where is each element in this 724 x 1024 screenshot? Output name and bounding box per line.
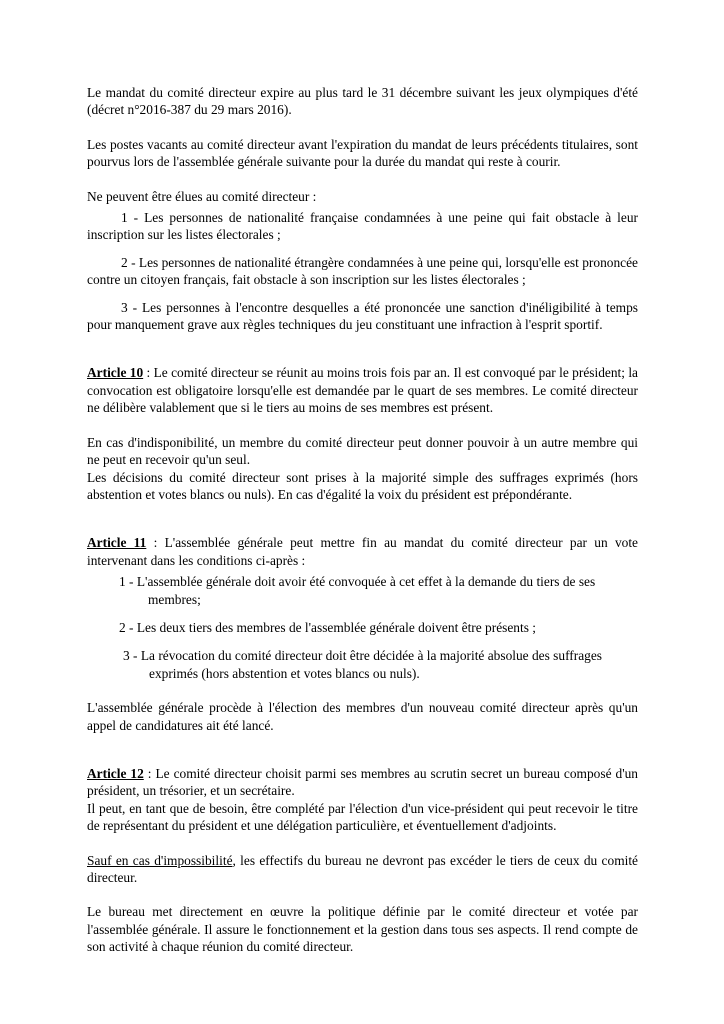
list-item: 2 - Les personnes de nationalité étrangère condamnées à une peine qui, lorsqu'elle est prononcée contre un citoyen français, fait obstacle à son inscription sur les listes électorales ; bbox=[87, 254, 638, 288]
article-10-proxy: En cas d'indisponibilité, un membre du comité directeur peut donner pouvoir à un autre membre qui ne peut en recevoir qu'un seul. bbox=[87, 434, 638, 468]
paragraph-vacant-posts: Les postes vacants au comité directeur avant l'expiration du mandat de leurs précédents titulaires, sont pourvus lors de l'assemblée générale suivante pour la durée du mandat qui reste à courir. bbox=[87, 136, 638, 170]
paragraph-mandate-expiry: Le mandat du comité directeur expire au plus tard le 31 décembre suivant les jeux olympiques d'été (décret n°2016-387 du 29 mars 2016). bbox=[87, 85, 638, 118]
article-10-text: : Le comité directeur se réunit au moins trois fois par an. Il est convoqué par le président; la convocation est obligatoire lorsqu'elle est demandée par le quart de ses membres. Le comité directeur ne délibère valablement que si le tiers au moins de ses membres est présent. bbox=[87, 365, 638, 416]
article-11-title: Article 11 bbox=[87, 535, 147, 551]
article-12-bureau-size bbox=[87, 852, 638, 887]
article-12-paragraph bbox=[87, 765, 638, 800]
article-11-paragraph bbox=[87, 534, 638, 569]
underlined-phrase: Sauf en cas d'impossibilité bbox=[87, 852, 233, 868]
list-item: 1 - Les personnes de nationalité française condamnées à une peine qui fait obstacle à leur inscription sur les listes électorales ; bbox=[87, 210, 638, 243]
paragraph-ineligible-intro: Ne peuvent être élues au comité directeur : bbox=[87, 188, 317, 204]
list-item: 2 - Les deux tiers des membres de l'assemblée générale doivent être présents ; bbox=[119, 619, 536, 635]
article-10-decisions: Les décisions du comité directeur sont prises à la majorité simple des suffrages exprimés (hors abstention et votes blancs ou nuls). En cas d'égalité la voix du président est prépondérante. bbox=[87, 469, 638, 502]
article-11-text: : L'assemblée générale peut mettre fin au mandat du comité directeur par un vote intervenant dans les conditions ci-après : bbox=[87, 535, 638, 568]
article-12-title: Article 12 bbox=[87, 765, 144, 781]
list-item: 3 - Les personnes à l'encontre desquelles a été prononcée une sanction d'inéligibilité à temps pour manquement grave aux règles techniques du jeu constituant une infraction à l'esprit sportif. bbox=[87, 299, 638, 333]
article-12-text: : Le comité directeur choisit parmi ses membres au scrutin secret un bureau composé d'un président, un trésorier, et un secrétaire. bbox=[87, 765, 638, 799]
article-12-vice-president: Il peut, en tant que de besoin, être complété par l'élection d'un vice-président qui peut recevoir le titre de représentant du président et une délégation particulière, et éventuellement d'adjoints. bbox=[87, 800, 638, 834]
article-10-title: Article 10 bbox=[87, 365, 144, 381]
bureau-size-text: , les effectifs du bureau ne devront pas excéder le tiers de ceux du comité directeur. bbox=[87, 852, 638, 885]
article-10-paragraph bbox=[87, 364, 638, 416]
list-item: 3 - La révocation du comité directeur doit être décidée à la majorité absolue des suffrages exprimés (hors abstention et votes blancs ou nuls). bbox=[123, 648, 603, 681]
list-item: 1 - L'assemblée générale doit avoir été convoquée à cet effet à la demande du tiers de ses membres; bbox=[119, 574, 596, 607]
article-12-bureau-role: Le bureau met directement en œuvre la politique définie par le comité directeur et votée par l'assemblée générale. Il assure le fonctionnement et la gestion dans tous ses aspects. Il rend compte de son activité à chaque réunion du comité directeur. bbox=[87, 904, 638, 955]
article-11-election: L'assemblée générale procède à l'élection des membres d'un nouveau comité directeur après qu'un appel de candidatures ait été lancé. bbox=[87, 700, 638, 733]
